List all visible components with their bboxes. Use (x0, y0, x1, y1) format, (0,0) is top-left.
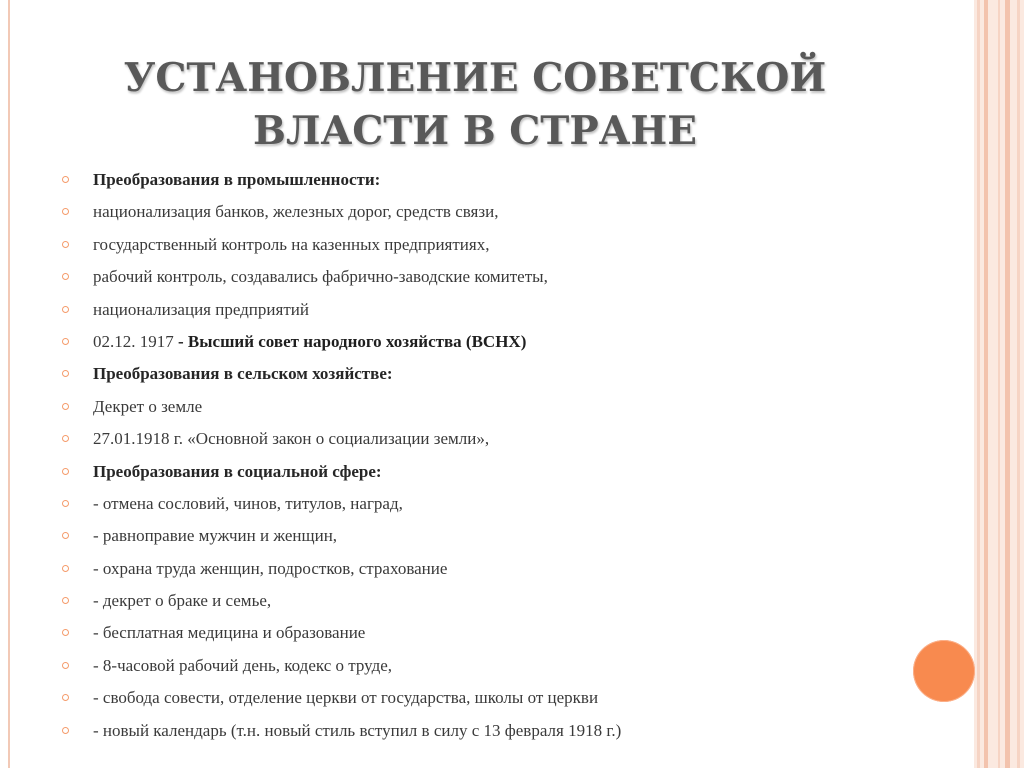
list-item-text: Преобразования в сельском хозяйстве: (93, 364, 393, 384)
list-item (60, 520, 860, 552)
list-item (60, 326, 860, 358)
list-item-text: государственный контроль на казенных предприятиях, (93, 234, 490, 254)
list-item (60, 358, 860, 390)
list-item-text: - равноправие мужчин и женщин, (93, 526, 338, 546)
decorative-stripe (984, 0, 988, 768)
list-item (60, 715, 860, 747)
list-item-text: национализация банков, железных дорог, средств связи, (93, 202, 499, 222)
list-item (60, 456, 860, 488)
ring-bullet-icon (62, 629, 69, 636)
list-item (60, 229, 860, 261)
ring-bullet-icon (62, 176, 69, 183)
ring-bullet-icon (62, 370, 69, 377)
list-item-text: - Высший совет народного хозяйства (ВСНХ) (178, 331, 527, 351)
list-item-text: национализация предприятий (93, 299, 309, 319)
ring-bullet-icon (62, 694, 69, 701)
list-item-text: - охрана труда женщин, подростков, страхование (93, 558, 448, 578)
right-decorative-band (974, 0, 1024, 768)
list-item-text: Преобразования в социальной сфере: (93, 461, 382, 481)
ring-bullet-icon (62, 241, 69, 248)
list-item (60, 423, 860, 455)
list-item (60, 553, 860, 585)
ring-bullet-icon (62, 403, 69, 410)
decorative-stripe (1017, 0, 1020, 768)
decorative-stripe (998, 0, 1000, 768)
list-item-text: Декрет о земле (93, 396, 203, 416)
list-item (60, 196, 860, 228)
ring-bullet-icon (62, 532, 69, 539)
list-item-text: 27.01.1918 г. «Основной закон о социализации земли», (93, 429, 490, 449)
ring-bullet-icon (62, 208, 69, 215)
ring-bullet-icon (62, 468, 69, 475)
list-item-text: рабочий контроль, создавались фабрично-заводские комитеты, (93, 267, 548, 287)
title-line-1: УСТАНОВЛЕНИЕ СОВЕТСКОЙ (123, 55, 827, 101)
list-item (60, 488, 860, 520)
list-item-text: - свобода совести, отделение церкви от государства, школы от церкви (93, 688, 599, 708)
list-item-text: - 8-часовой рабочий день, кодекс о труде, (93, 655, 393, 675)
list-item-date: 02.12. 1917 (93, 331, 174, 351)
list-item (60, 261, 860, 293)
list-item (60, 585, 860, 617)
decorative-stripe (977, 0, 980, 768)
ring-bullet-icon (62, 306, 69, 313)
title-line-2: ВЛАСТИ В СТРАНЕ (253, 108, 697, 154)
ring-bullet-icon (62, 597, 69, 604)
list-item (60, 617, 860, 649)
decorative-stripe (1005, 0, 1010, 768)
list-item (60, 650, 860, 682)
ring-bullet-icon (62, 273, 69, 280)
decorative-circle (913, 640, 975, 702)
ring-bullet-icon (62, 565, 69, 572)
list-item-text: - декрет о браке и семье, (93, 591, 272, 611)
list-item-text: Преобразования в промышленности: (93, 170, 381, 189)
list-item (60, 294, 860, 326)
list-item (60, 164, 860, 196)
list-item (60, 682, 860, 714)
ring-bullet-icon (62, 500, 69, 507)
ring-bullet-icon (62, 435, 69, 442)
bullet-list (60, 164, 860, 747)
left-frame-line (8, 0, 10, 768)
ring-bullet-icon (62, 338, 69, 345)
list-item (60, 391, 860, 423)
list-item-text: - отмена сословий, чинов, титулов, наград, (93, 493, 403, 513)
list-item-text: - новый календарь (т.н. новый стиль вступил в силу с 13 февраля 1918 г.) (93, 720, 622, 740)
ring-bullet-icon (62, 727, 69, 734)
slide-title (60, 52, 890, 158)
list-item-text: - бесплатная медицина и образование (93, 623, 366, 643)
ring-bullet-icon (62, 662, 69, 669)
